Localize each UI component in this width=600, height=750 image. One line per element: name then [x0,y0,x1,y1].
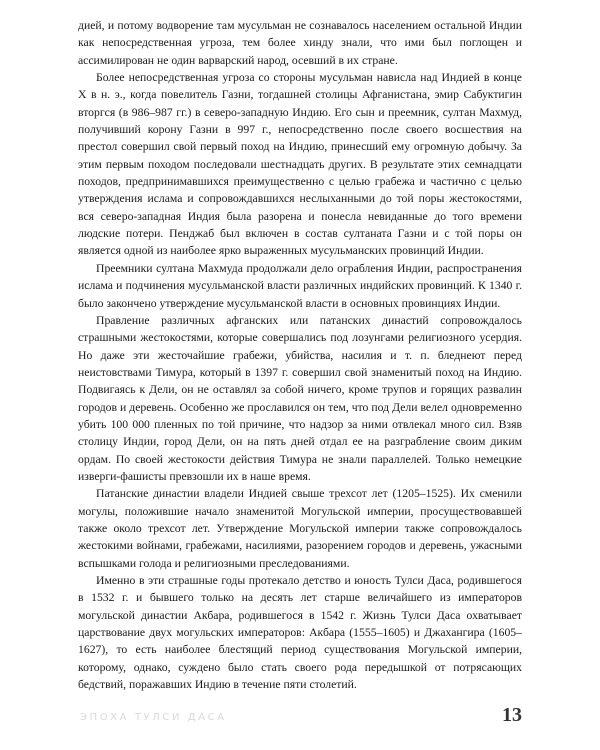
paragraph: Патанские династии владели Индией свыше трехсот лет (1205–1525). Их сменили могулы, положившие начало знаменитой Могульской империи, просуществовавшей также около трехсот лет. Утверждение Могульской империи также сопровождалось жестокими войнами, грабежами, насилиями, разорением городов и деревень, ужасными вспышками голода и религиозными преследованиями. [78,487,522,570]
paragraph: Преемники султана Махмуда продолжали дело ограбления Индии, распространения ислама и подчинения мусульманской власти различных индийских провинций. К 1340 г. было закончено утверждение мусульманской власти в основных провинциях Индии. [78,261,522,310]
paragraph: Правление различных афганских или патанских династий сопровождалось страшными жестокостями, которые совершались под лозунгами религиозного усердия. Но даже эти жесточайшие грабежи, убийства, насилия и т. п. бледнеют перед неистовствами Тимура, который в 1397 г. совершил свой знаменитый поход на Индию. Подвигаясь к Дели, он не оставлял за собой ничего, кроме трупов и горящих развалин городов и деревень. Особенно же прославился он тем, что под Дели велел одновременно убить 100 000 пленных по той причине, что надзор за ними отвлекал много сил. Взяв столицу Индии, город Дели, он на пять дней отдал ее на разграбление своим диким ордам. По своей жестокости действия Тимура не знали параллелей. Только немецкие изверги-фашисты превзошли их в наше время. [78,313,522,483]
paragraph: Более непосредственная угроза со стороны мусульман нависла над Индией в конце X в н. э., когда повелитель Газни, тогдашней столицы Афганистана, эмир Сабуктигин вторгся (в 986–987 гг.) в северо-западную Индию. Его сын и преемник, султан Махмуд, получивший корону Газни в 997 г., непосредственно после своего восшествия на престол совершил свой первый поход на Индию, принесший ему огромную добычу. За этим первым походом последовали шестнадцать других. В результате этих семнадцати походов, предпринимавшихся преимущественно с целью грабежа и частично с целью утверждения ислама и сопровождавшихся неслыханными до той поры жестокостями, вся северо-западная Индия была разорена и понесла невиданные до того времени людские потери. Пенджаб был включен в состав султаната Газни и с той поры он является одной из наиболее ярко выраженных мусульманских провинций Индии. [78,71,522,258]
running-title: ЭПОХА ТУЛСИ ДАСА [80,712,227,723]
paragraph: Именно в эти страшные годы протекало детство и юность Тулси Даса, родившегося в 1532 г. и бывшего только на десять лет старше величайшего из императоров могульской династии Акбара, родившегося в 1542 г. Жизнь Тулси Даса охватывает царствование двух могульских императоров: Акбара (1555–1605) и Джахангира (1605–1627), то есть наиболее блестящий период существования Могульской империи, которому, однако, суждено было стать своего рода передышкой от потрясающих бедствий, поражавших Индию в течение пяти столетий. [78,574,522,692]
page-footer [80,703,522,725]
page-number: 13 [502,704,522,726]
paragraph: дией, и потому водворение там мусульман не сознавалось населением остальной Индии как непосредственная угроза, тем более хинду знали, что ими был поглощен и ассимилирован не один варварский народ, осевший в их стране. [78,19,522,67]
page-text [78,17,522,693]
